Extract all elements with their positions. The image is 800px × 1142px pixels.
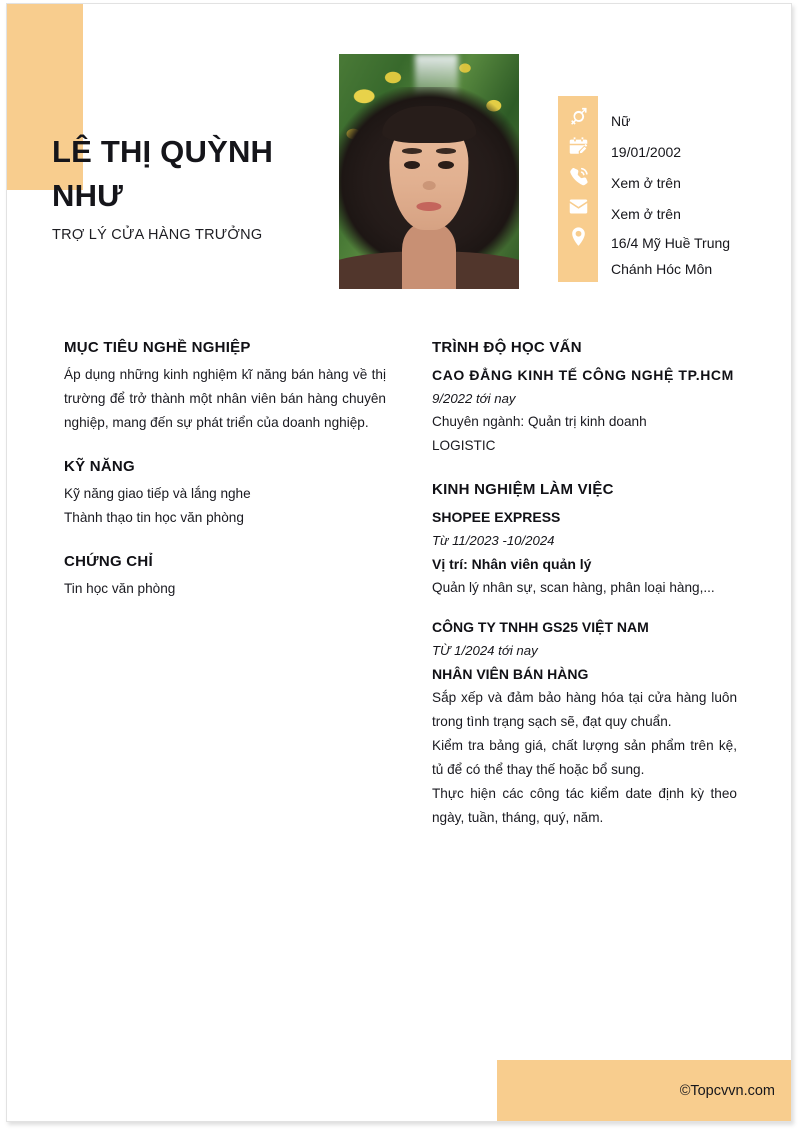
experience-period: Từ 11/2023 -10/2024: [432, 533, 555, 548]
profile-photo: [339, 54, 519, 289]
section-experience: [432, 481, 737, 830]
section-heading-skills: KỸ NĂNG: [64, 458, 135, 475]
skill-item: Thành thạo tin học văn phòng: [64, 510, 244, 525]
experience-description: Sắp xếp và đảm bảo hàng hóa tại cửa hàng luôn trong tình trạng sạch sẽ, đạt quy chuẩn.: [432, 690, 737, 729]
contact-gender: Nữ: [611, 113, 631, 129]
cv-page: [6, 3, 792, 1122]
experience-entry: [432, 505, 737, 600]
certificate-item: Tin học văn phòng: [64, 581, 176, 596]
location-icon: [568, 226, 589, 247]
education-major: Chuyên ngành: Quản trị kinh doanh: [432, 414, 647, 429]
education-period: 9/2022 tới nay: [432, 391, 516, 406]
phone-icon: [568, 166, 589, 187]
objective-text: Áp dụng những kinh nghiệm kĩ năng bán hàng về thị trường để trở thành một nhân viên bán hàng chuyên nghiệp, mang đến sự phát triển của doanh nghiệp.: [64, 367, 386, 430]
footer-bar: [497, 1060, 792, 1121]
right-column: [432, 339, 737, 853]
left-column: [64, 339, 386, 624]
experience-entry: [432, 615, 737, 830]
experience-company: CÔNG TY TNHH GS25 VIỆT NAM: [432, 619, 649, 635]
section-heading-experience: KINH NGHIỆM LÀM VIỆC: [432, 481, 614, 498]
experience-position: NHÂN VIÊN BÁN HÀNG: [432, 666, 589, 682]
contact-icon-bar: [558, 96, 598, 282]
photo-brow-left: [402, 148, 422, 154]
section-education: [432, 339, 737, 458]
experience-period: TỪ 1/2024 tới nay: [432, 643, 538, 658]
experience-description: Kiểm tra bảng giá, chất lượng sản phẩm trên kệ, tủ để có thể thay thế hoặc bổ sung.: [432, 738, 737, 777]
job-title: TRỢ LÝ CỬA HÀNG TRƯỞNG: [52, 227, 263, 243]
photo-eye-left: [404, 161, 420, 169]
experience-position: Vị trí: Nhân viên quản lý: [432, 556, 592, 572]
contact-address-line2: Chánh Hóc Môn: [611, 261, 713, 277]
calendar-icon: [568, 136, 589, 157]
gender-icon: [568, 106, 589, 127]
section-heading-certificates: CHỨNG CHỈ: [64, 553, 153, 570]
experience-description: Quản lý nhân sự, scan hàng, phân loại hàng,...: [432, 580, 715, 595]
skill-item: Kỹ năng giao tiếp và lắng nghe: [64, 486, 251, 501]
watermark: ©Topcvvn.com: [679, 1082, 775, 1099]
section-heading-objective: MỤC TIÊU NGHỀ NGHIỆP: [64, 339, 251, 356]
education-major-extra: LOGISTIC: [432, 438, 496, 453]
section-certificates: [64, 553, 386, 601]
contact-address-line1: 16/4 Mỹ Huề Trung: [611, 235, 731, 251]
experience-company: SHOPEE EXPRESS: [432, 509, 561, 525]
contact-phone: Xem ở trên: [611, 175, 681, 191]
contact-birthday: 19/01/2002: [611, 144, 682, 160]
email-icon: [568, 196, 589, 217]
photo-nose: [423, 181, 436, 190]
experience-description: Thực hiện các công tác kiểm date định kỳ theo ngày, tuần, tháng, quý, năm.: [432, 786, 737, 825]
photo-eye-right: [438, 161, 454, 169]
header-name-block: [52, 130, 342, 246]
section-objective: [64, 339, 386, 435]
section-skills: [64, 458, 386, 530]
contact-email: Xem ở trên: [611, 206, 681, 222]
page-title: LÊ THỊ QUỲNH NHƯ: [52, 134, 274, 213]
section-heading-education: TRÌNH ĐỘ HỌC VẤN: [432, 339, 582, 356]
education-school: CAO ĐẲNG KINH TẾ CÔNG NGHỆ TP.HCM: [432, 367, 734, 383]
photo-brow-right: [436, 148, 456, 154]
contact-block: [558, 96, 730, 282]
contact-values: [598, 96, 730, 282]
photo-neck: [402, 223, 456, 289]
